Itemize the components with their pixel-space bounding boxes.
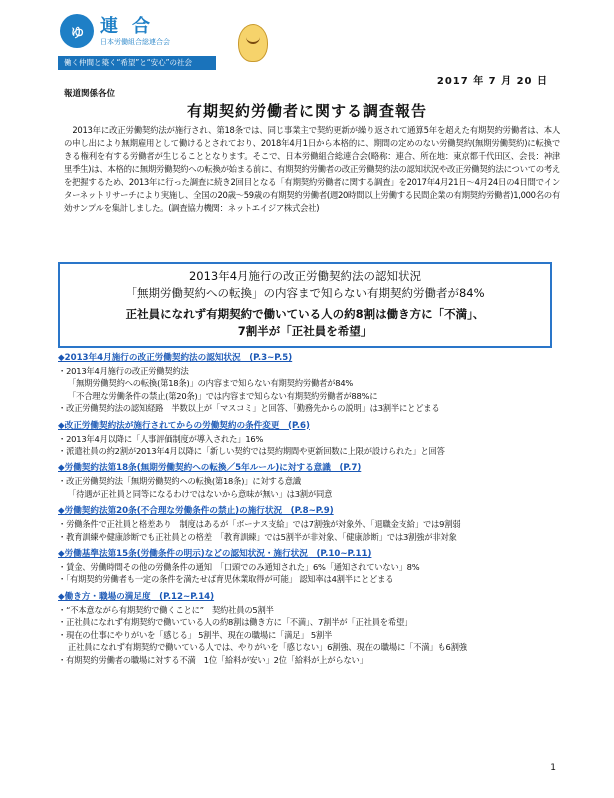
section-item: 「不合理な労働条件の禁止(第20条)」では内容まで知らない有期契約労働者が88%に bbox=[68, 390, 378, 401]
section-item: ・改正労働契約法の認知経路 半数以上が「マスコミ」と回答、「勤務先からの説明」は3割半にとどまる bbox=[58, 403, 440, 414]
section-item: ・「有期契約労働者も一定の条件を満たせば育児休業取得が可能」 認知率は4割半にとどまる bbox=[58, 574, 394, 585]
section-item: ・改正労働契約法「無期労働契約への転換(第18条)」に対する意識 bbox=[58, 476, 301, 487]
section-item: 正社員になれず有期契約で働いている人では、やりがいを「感じない」6割強、現在の職場に「不満」も6割強 bbox=[68, 642, 467, 653]
section-heading-link[interactable]: ◆労働契約法第20条(不合理な労働条件の禁止)の施行状況 (P.8~P.9) bbox=[58, 506, 334, 517]
highlight-line-2: 「無期労働契約への転換」の内容まで知らない有期契約労働者が84% bbox=[125, 286, 485, 300]
section-heading-link[interactable]: ◆2013年4月施行の改正労働契約法の認知状況 (P.3~P.5) bbox=[58, 353, 293, 363]
section-item: 「待遇が正社員と同等になるわけではないから意味が無い」は3割が同意 bbox=[68, 488, 333, 499]
section-item: ・有期契約労働者の職場に対する不満 1位「給料が安い」2位「給料が上がらない」 bbox=[58, 654, 368, 665]
highlight-line-4: 7割半が「正社員を希望」 bbox=[237, 324, 373, 338]
intro-paragraph: 2013年に改正労働契約法が施行され、第18条では、同じ事業主で契約更新が繰り返されて通算5年を超えた有期契約労働者は、本人の申し出により無期雇用として働けるとされており、2018年4月1日から本格的に、期間の定めのない労働契約(無期労働契約)に転換できる権利を有する労働者が生じることとなります。そこで、日本労働組合総連合会(略称：連合、所在地：東京都千代田区、会長：神津 里季生)は、本格的に無期労働契約への転換が始まる前に、有期契約労働者の改正労働契約法の認知状況や改正労働契約法についての考えを把握するため、2013年に行った調査に続き2回目となる「有期契約労働者に関する調査」を2017年4月21日～4月24日の4日間でインターネットリサーチにより実施し、全国の20歳～59歳の有期契約労働者(週20時間以上労働する民間企業の有期契約労働者)1,000名の有効サンプルを集計しました。(調査協力機関：ネットエイジア株式会社) bbox=[64, 125, 560, 213]
section-item: ・正社員になれず有期契約で働いている人の約8割は働き方に「不満」、7割半が「正社員を希望」 bbox=[58, 617, 413, 628]
section-heading-link[interactable]: ◆労働契約法第18条(無期労働契約への転換／5年ルール)に対する意識 (P.7) bbox=[58, 463, 362, 474]
highlight-line-1: 2013年4月施行の改正労働契約法の認知状況 bbox=[188, 269, 422, 283]
findings-sections bbox=[58, 352, 558, 671]
finding-section bbox=[58, 420, 558, 458]
highlight-box bbox=[58, 262, 552, 348]
section-item: ・教育訓練や健康診断でも正社員との格差 「教育訓練」では5割半が非対象、「健康診断」では3割強が非対象 bbox=[58, 531, 457, 542]
rengo-logo-icon: ゆ bbox=[60, 14, 94, 48]
finding-section bbox=[58, 591, 558, 666]
mascot-icon bbox=[238, 24, 268, 62]
finding-section bbox=[58, 548, 558, 586]
section-heading-link[interactable]: ◆労働基準法第15条(労働条件の明示)などの認知状況・施行状況 (P.10~P.11) bbox=[58, 549, 372, 560]
page-title: 有期契約労働者に関する調査報告 bbox=[186, 102, 427, 120]
section-item: ・派遣社員の約2割が2013年4月以降に「新しい契約では契約期間や更新回数に上限が設けられた」と回答 bbox=[58, 446, 445, 457]
section-item: ・2013年4月施行の改正労働契約法 bbox=[58, 366, 189, 376]
section-heading-link[interactable]: ◆改正労働契約法が施行されてからの労働契約の条件変更 (P.6) bbox=[58, 420, 310, 431]
logo bbox=[60, 12, 260, 56]
logo-text: 連合 bbox=[100, 16, 164, 37]
section-heading-link[interactable]: ◆働き方・職場の満足度 (P.12~P.14) bbox=[58, 591, 215, 602]
section-item: ・現在の仕事にやりがいを「感じる」 5割半、現在の職場に「満足」 5割半 bbox=[58, 629, 333, 640]
logo-subtitle: 日本労働組合総連合会 bbox=[100, 38, 170, 46]
section-item: ・2013年4月以降に「人事評価制度が導入された」16% bbox=[58, 433, 264, 444]
recipient: 報道関係各位 bbox=[64, 89, 116, 99]
finding-section bbox=[58, 462, 558, 500]
highlight-line-3: 正社員になれず有期契約で働いている人の約8割は働き方に「不満」、 bbox=[125, 307, 485, 321]
section-item: ・賃金、労働時間その他の労働条件の通知 「口頭でのみ通知された」6%「通知されていない」8% bbox=[58, 562, 420, 573]
page-number: 1 bbox=[550, 763, 556, 773]
section-item: 「無期労働契約への転換(第18条)」の内容まで知らない有期契約労働者が84% bbox=[68, 378, 354, 389]
section-item: ・“不本意ながら有期契約で働くことに” 契約社員の5割半 bbox=[58, 604, 274, 615]
section-item: ・労働条件で正社員と格差あり 制度はあるが「ボーナス支給」では7割強が対象外、「退職金支給」では9割弱 bbox=[58, 519, 461, 530]
finding-section bbox=[58, 352, 558, 415]
release-date: 2017 年 7 月 20 日 bbox=[436, 76, 548, 87]
slogan-bar: 働く仲間と築く“希望”と“安心”の社会 bbox=[58, 56, 216, 70]
finding-section bbox=[58, 505, 558, 543]
